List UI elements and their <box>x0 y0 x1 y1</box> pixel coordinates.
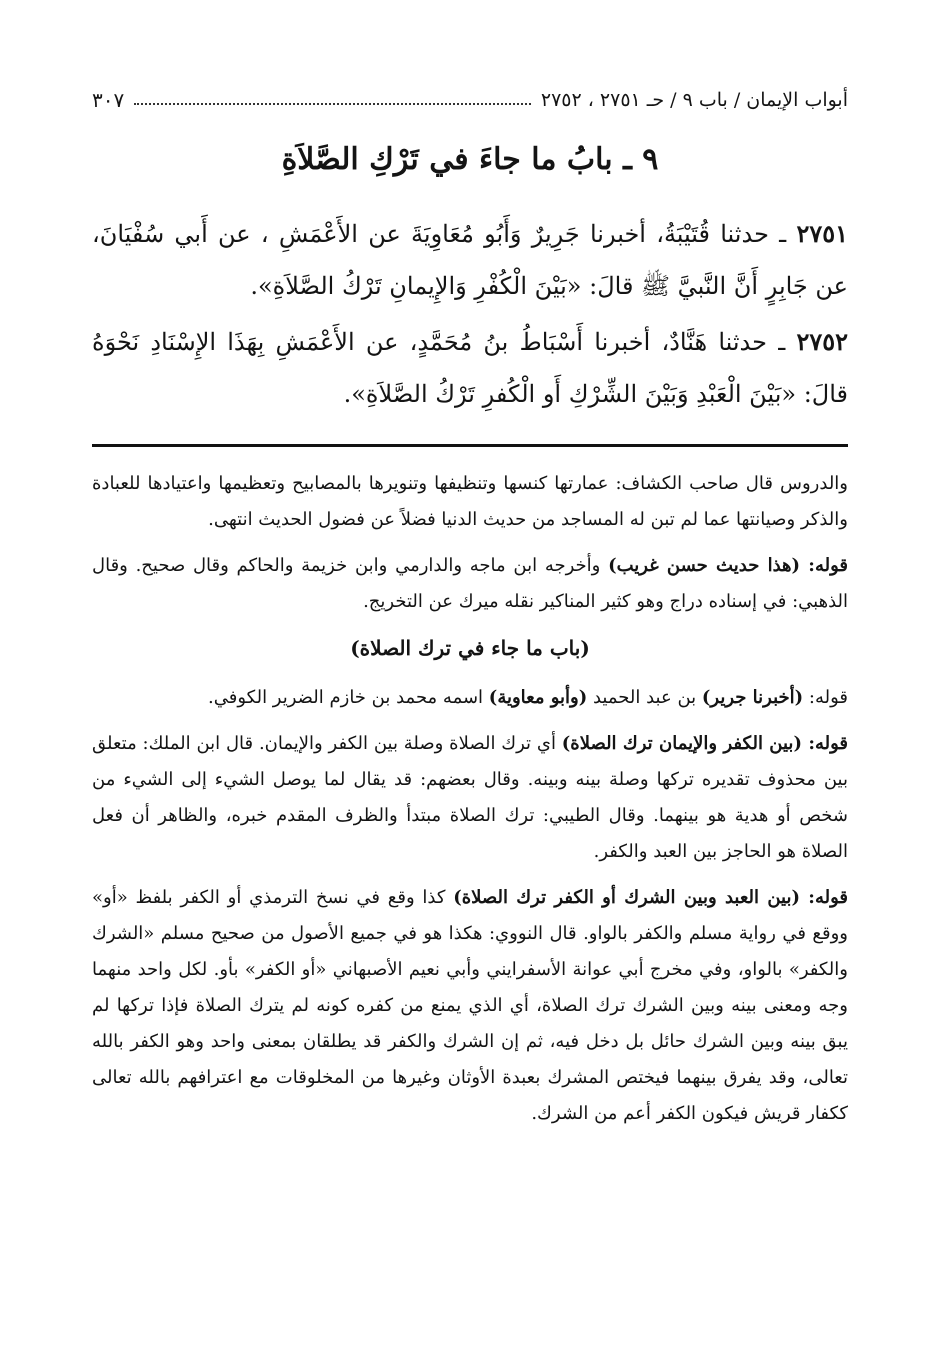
quoted-phrase: (وأبو معاوية) <box>488 687 588 708</box>
section-divider <box>92 444 848 447</box>
commentary-paragraph <box>92 548 848 620</box>
explanation-text: كذا وقع في نسخ الترمذي أو الكفر بلفظ «أو» ووقع في رواية مسلم والكفر بالواو. قال النووي: هكذا هو في جميع الأصول من صحيح مسلم «الشرك والكفر» بالواو، وفي مخرج أبي عوانة الأسفرايني وأبي نعيم الأصبهاني «أو الكفر» بأو. لكل واحد منهما وجه ومعنى بينه وبين الشرك ترك الصلاة، أي الذي يمنع من كفره كونه لم يترك الصلاة فإذا تركها لم يبق بينه وبين الشرك حائل بل دخل فيه، ثم إن الشرك والكفر قد يطلقان بمعنى واحد وهو الكفر بالله تعالى، وقد يفرق بينهما فيختص المشرك بعبدة الأوثان وغيرها من المخلوقات مع اعترافهم بالله تعالى ككفار قريش فيكون الكفر أعم من الشرك. <box>92 887 848 1124</box>
commentary <box>92 466 848 1142</box>
hadith-number: ٢٧٥١ <box>796 219 848 248</box>
hadith-2752 <box>92 316 848 420</box>
explanation-text: بن عبد الحميد <box>587 687 702 708</box>
commentary-paragraph: والدروس قال صاحب الكشاف: عمارتها كنسها وتنظيفها وتنويرها بالمصابيح وتعظيمها واعتيادها للعبادة والذكر وصيانتها عما لم تبن له المساجد من حديث الدنيا فضلاً عن فضول الحديث انتهى. <box>92 473 848 530</box>
page-number: ٣٠٧ <box>92 88 125 112</box>
explanation-text: اسمه محمد بن خازم الضرير الكوفي. <box>208 687 489 708</box>
running-title: أبواب الإيمان / باب ٩ / حـ ٢٧٥١ ، ٢٧٥٢ <box>540 89 848 111</box>
hadith-text: ـ حدثنا قُتَيْبَةُ، أخبرنا جَرِيرٌ وَأَبُو مُعَاوِيَةَ عن الأَعْمَشِ ، عن أَبي سُفْيَانَ، عن جَابِرٍ أَنَّ النَّبيَّ ﷺ قالَ: «بَيْنَ الْكُفْرِ وَالإِيمانِ تَرْكُ الصَّلاَةِ». <box>92 220 848 300</box>
quoted-phrase: قوله: (بين العبد وبين الشرك أو الكفر ترك الصلاة) <box>453 887 848 908</box>
hadith-2751 <box>92 208 848 312</box>
page-header <box>92 84 848 116</box>
commentary-paragraph <box>92 726 848 870</box>
quoted-phrase: (أخبرنا جرير) <box>701 687 804 708</box>
chapter-title: ٩ ـ بابُ ما جاءَ في تَرْكِ الصَّلاَةِ <box>281 142 659 177</box>
hadith-number: ٢٧٥٢ <box>796 327 848 356</box>
commentary-paragraph <box>92 880 848 1132</box>
quoted-phrase: قوله: (هذا حديث حسن غريب) <box>608 555 848 576</box>
hadith-text: ـ حدثنا هَنَّادٌ، أخبرنا أَسْبَاطُ بنُ مُحَمَّدٍ، عن الأَعْمَشِ بِهَذَا الإِسْنَادِ نَحْوَهُ قالَ: «بَيْنَ الْعَبْدِ وَبَيْنَ الشِّرْكِ أَو الْكُفرِ تَرْكُ الصَّلاَةِ». <box>92 328 848 408</box>
commentary-paragraph <box>92 680 848 716</box>
quoted-phrase: قوله: (بين الكفر والإيمان ترك الصلاة) <box>561 733 848 754</box>
commentary-subheading: (باب ما جاء في ترك الصلاة) <box>350 636 590 660</box>
explanation-text: وأخرجه ابن ماجه والدارمي وابن خزيمة والحاكم وقال صحيح. وقال الذهبي: في إسناده دراج وهو كثير المناكير نقله ميرك عن التخريج. <box>92 555 848 612</box>
explanation-text: قوله: <box>803 687 848 708</box>
explanation-text: أي ترك الصلاة وصلة بين الكفر والإيمان. قال ابن الملك: متعلق بين محذوف تقديره تركها وصلة بينه وبينه. وقال بعضهم: قد يقال لما يوصل الشيء إلى الشيء من شخص أو هدية هو بينهما. وقال الطيبي: ترك الصلاة مبتدأ والظرف المقدم خبره، والظاهر أن فعل الصلاة هو الحاجز بين العبد والكفر. <box>92 733 848 862</box>
dotted-leader <box>134 103 531 105</box>
